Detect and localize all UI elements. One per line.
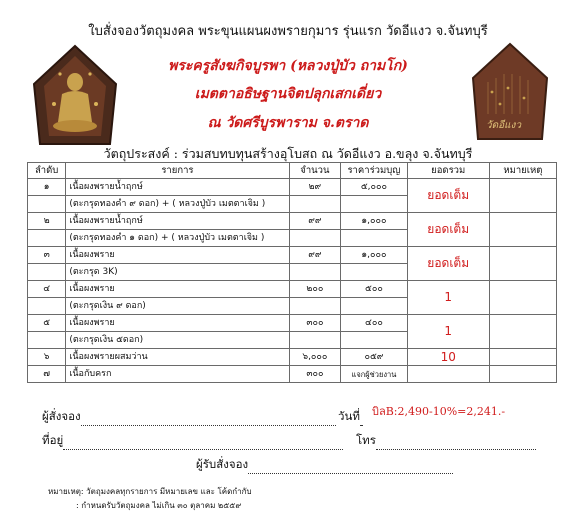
row-sub-item: (ตะกรุดเงิน ๙ ดอก): [66, 298, 289, 315]
row-sub-item: (ตะกรุดทองคำ ๙ ดอก) + ( หลวงปู่บัว เมตตาเจิม ): [66, 196, 289, 213]
row-sub-item: (ตะกรุดทองคำ ๑ ดอก) + ( หลวงปู่บัว เมตตาเจิม ): [66, 230, 289, 247]
col-header-qty: จำนวน: [289, 163, 341, 179]
row-item: เนื้อผงพรายน้ำฤกษ์: [66, 179, 289, 196]
row-note[interactable]: [489, 179, 556, 213]
row-price: ๔๐๐: [341, 315, 407, 332]
date-field[interactable]: [360, 414, 362, 426]
col-header-total: ยอดรวม: [407, 163, 489, 179]
table-header-row: [28, 163, 557, 179]
row-item: เนื้อผงพราย: [66, 281, 289, 298]
table-row: [28, 247, 557, 264]
row-item: เนื้อกับครก: [66, 366, 289, 383]
phone-field[interactable]: [376, 438, 536, 450]
col-header-note: หมายเหตุ: [489, 163, 556, 179]
orderer-label: ผู้สั่งจอง: [42, 409, 81, 423]
blessing-line: เมตตาอธิษฐานจิตปลุกเสกเดี่ยว: [194, 86, 382, 102]
row-note[interactable]: [489, 281, 556, 315]
row-qty: ๓๐๐: [289, 366, 341, 383]
table-row: [28, 179, 557, 196]
row-price: แจกผู้ช่วยงาน: [341, 366, 407, 383]
row-note[interactable]: [489, 213, 556, 247]
date-line: [338, 408, 362, 426]
row-number: ๒: [28, 213, 66, 230]
row-note[interactable]: [489, 247, 556, 281]
table-row: [28, 315, 557, 332]
table-row: [28, 213, 557, 230]
row-qty: ๙๙: [289, 247, 341, 264]
row-item: เนื้อผงพรายผสมว่าน: [66, 349, 289, 366]
row-sub-item: (ตะกรุด 3K): [66, 264, 289, 281]
row-item: เนื้อผงพรายน้ำฤกษ์: [66, 213, 289, 230]
row-total[interactable]: ยอดเต็ม: [407, 247, 489, 281]
row-number: ๗: [28, 366, 66, 383]
row-qty: ๙๙: [289, 213, 341, 230]
phone-label: โทร: [356, 433, 376, 447]
row-note[interactable]: [489, 366, 556, 383]
row-total[interactable]: 1: [407, 281, 489, 315]
bill-total: บิลB:2,490-10%=2,241.-: [372, 405, 506, 418]
row-note[interactable]: [489, 315, 556, 349]
address-line: [42, 432, 343, 450]
row-number: ๖: [28, 349, 66, 366]
order-form-title: ใบสั่งจองวัตถุมงคล พระขุนแผนผงพรายกุมาร รุ่นแรก วัดอีแงว จ.จันทบุรี: [88, 24, 488, 39]
row-note[interactable]: [489, 349, 556, 366]
row-total[interactable]: ยอดเต็ม: [407, 213, 489, 247]
receiver-label: ผู้รับสั่งจอง: [196, 457, 249, 471]
col-header-price: ราคาร่วมบุญ: [341, 163, 407, 179]
row-total[interactable]: 1: [407, 315, 489, 349]
order-table: [27, 162, 557, 383]
receiver-field[interactable]: [248, 462, 453, 474]
monk-name: พระครูสังฆกิจบูรพา (หลวงปู่บัว ถามโก): [168, 58, 408, 74]
row-total[interactable]: 10: [407, 349, 489, 366]
row-number: ๑: [28, 179, 66, 196]
amulet-back-image: [470, 42, 550, 142]
note-line-1: หมายเหตุ: วัตถุมงคลทุกรายการ มีหมายเลข และ โค้ดกำกับ: [48, 487, 252, 496]
orderer-field[interactable]: [81, 414, 336, 426]
row-price: ๑,๐๐๐: [341, 213, 407, 230]
amulet-back-engraving: วัดอีแงว: [486, 120, 522, 131]
orderer-line: [42, 408, 336, 426]
row-qty: ๓๐๐: [289, 315, 341, 332]
row-number: ๕: [28, 315, 66, 332]
row-price: ๐๕๙: [341, 349, 407, 366]
receiver-line: [196, 456, 453, 474]
col-header-no: ลำดับ: [28, 163, 66, 179]
phone-line: [356, 432, 536, 450]
row-sub-item: (ตะกรุดเงิน ๕ดอก): [66, 332, 289, 349]
table-row: [28, 366, 557, 383]
row-price: ๕๐๐: [341, 281, 407, 298]
table-row: [28, 281, 557, 298]
row-qty: ๒๐๐: [289, 281, 341, 298]
amulet-front-image: [30, 44, 120, 149]
temple-location: ณ วัดศรีบูรพาราม จ.ตราด: [207, 115, 369, 131]
address-label: ที่อยู่: [42, 433, 64, 447]
address-field[interactable]: [63, 438, 343, 450]
row-qty: ๖,๐๐๐: [289, 349, 341, 366]
note-line-2: : กำหนดรับวัตถุมงคล ไม่เกิน ๓๐ ตุลาคม ๒๕๕๙: [76, 501, 242, 510]
date-label: วันที่: [338, 409, 360, 423]
row-number: ๔: [28, 281, 66, 298]
row-number: ๓: [28, 247, 66, 264]
row-price: ๑,๐๐๐: [341, 247, 407, 264]
purpose-line: วัตถุประสงค์ : ร่วมสบทบทุนสร้างอุโบสถ ณ วัดอีแงว อ.ขลุง จ.จันทบุรี: [103, 146, 473, 161]
row-total[interactable]: [407, 366, 489, 383]
row-total[interactable]: ยอดเต็ม: [407, 179, 489, 213]
table-row: [28, 349, 557, 366]
row-qty: ๒๙: [289, 179, 341, 196]
row-price: ๕,๐๐๐: [341, 179, 407, 196]
row-item: เนื้อผงพราย: [66, 315, 289, 332]
row-item: เนื้อผงพราย: [66, 247, 289, 264]
col-header-item: รายการ: [66, 163, 289, 179]
